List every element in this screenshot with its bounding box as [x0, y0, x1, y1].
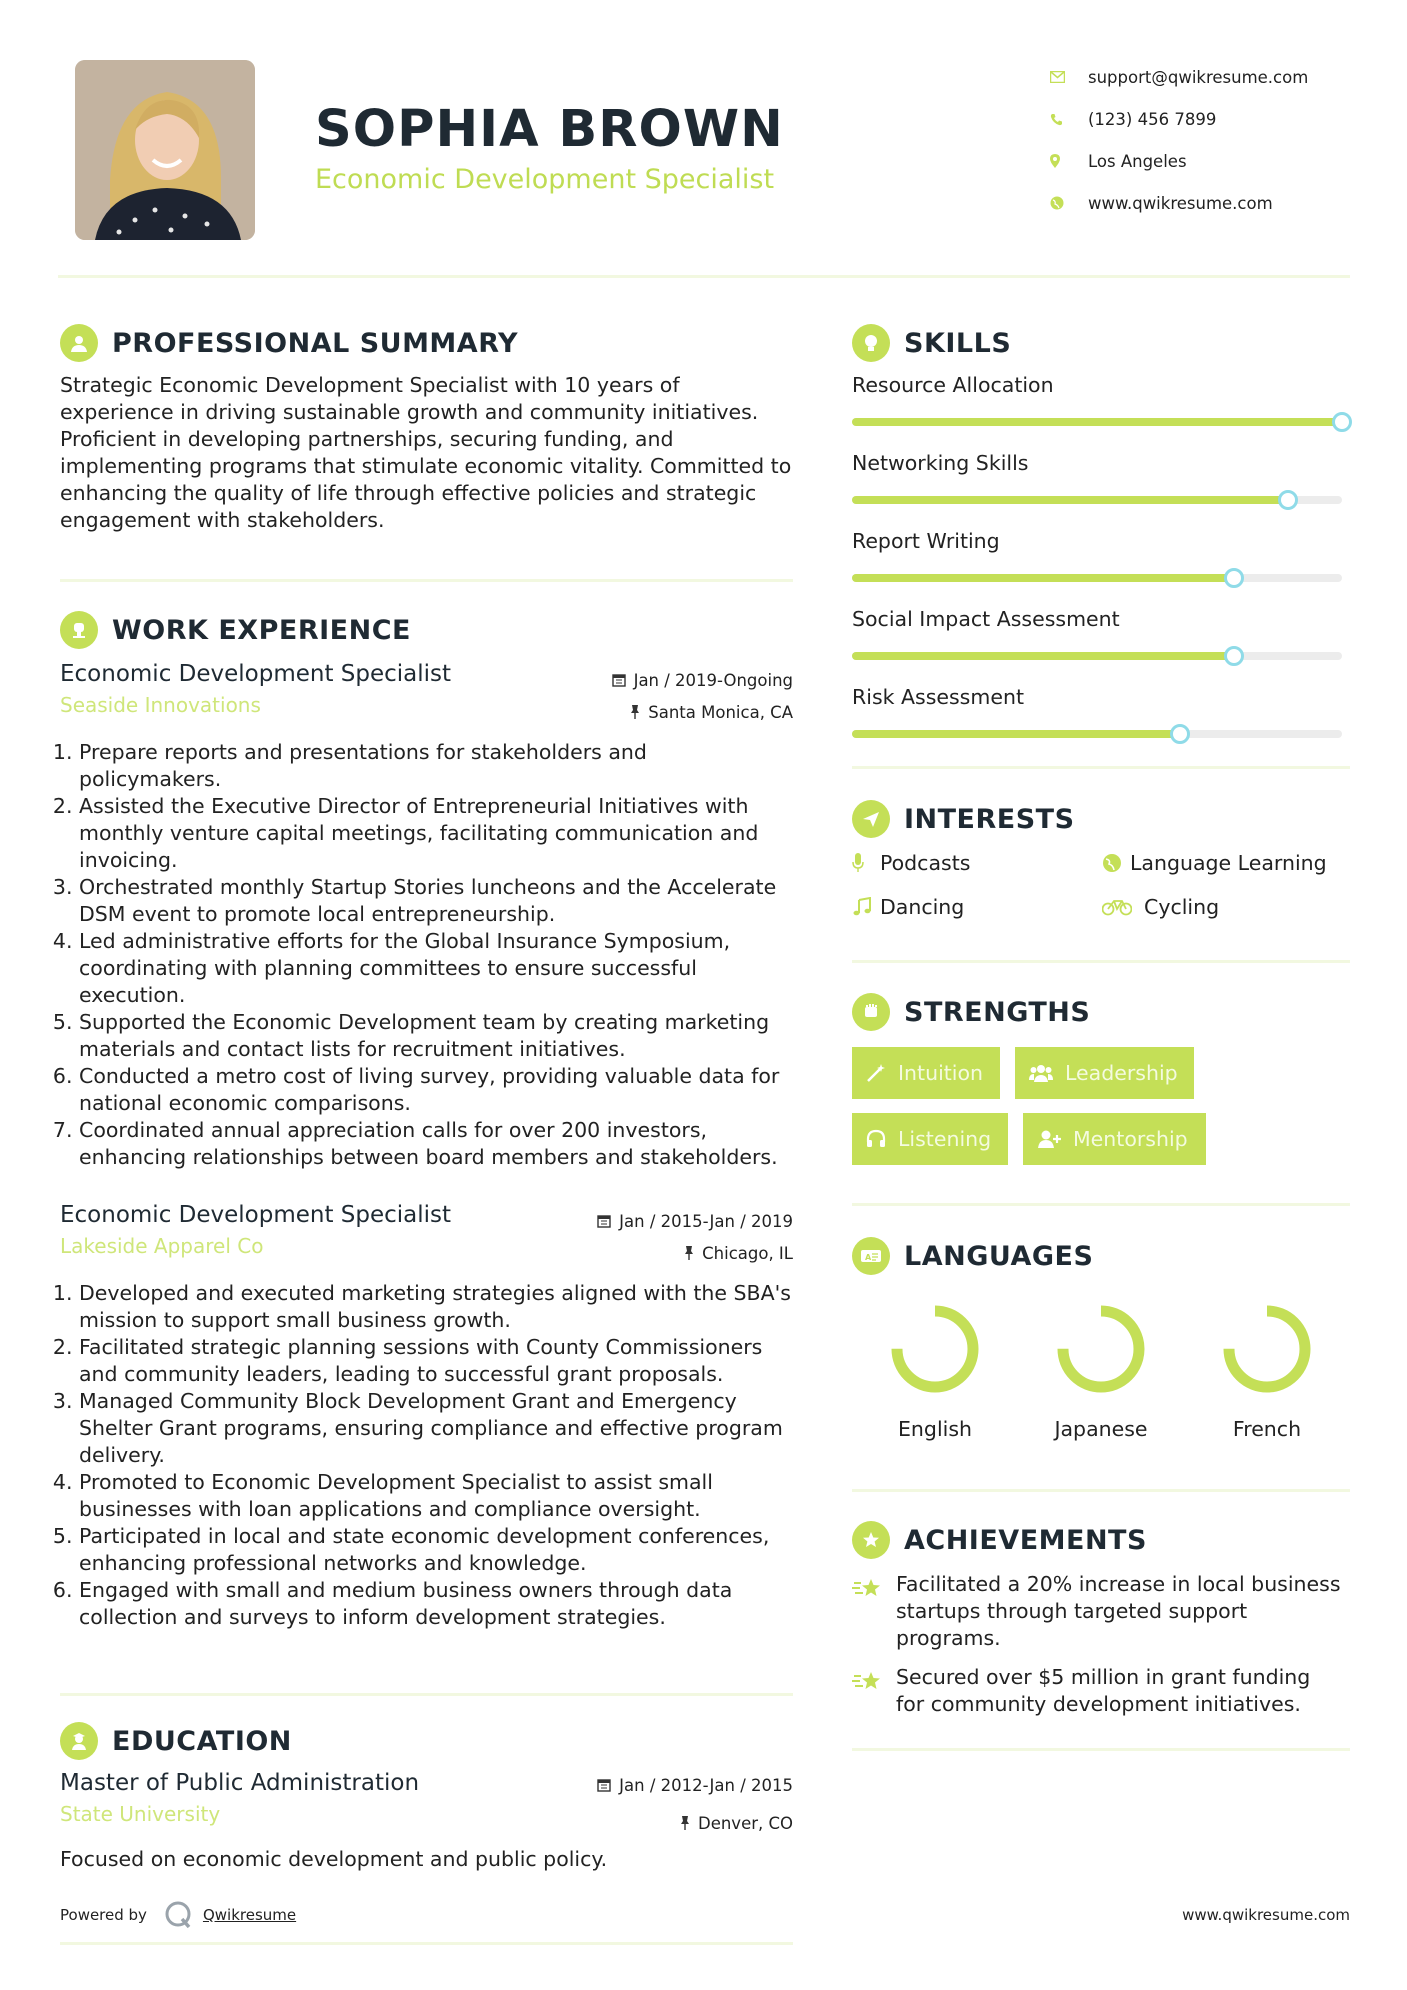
- section-divider: [852, 1489, 1350, 1492]
- skill-label: Risk Assessment: [852, 685, 1024, 709]
- duty-item: 4. Promoted to Economic Development Specialist to assist small businesses with loan applications and compliance oversight.: [79, 1469, 793, 1523]
- duty-item: 2. Facilitated strategic planning sessions with County Commissioners and community leaders, leading to successful grant proposals.: [79, 1334, 793, 1388]
- strengths-list: [852, 1047, 1350, 1165]
- skill-item: [852, 684, 1350, 738]
- contact-website[interactable]: www.qwikresume.com: [1050, 182, 1308, 224]
- achievements-heading: ACHIEVEMENTS: [852, 1517, 1350, 1563]
- user-icon: [60, 324, 98, 362]
- duty-item: 6. Engaged with small and medium business owners through data collection and surveys to inform development strategies.: [79, 1577, 793, 1631]
- briefcase-icon: [60, 611, 98, 649]
- education-heading: EDUCATION: [60, 1718, 793, 1764]
- job-duties: [60, 739, 793, 1171]
- languages-heading: A LANGUAGES: [852, 1233, 1350, 1279]
- shooting-star-icon: [852, 1571, 896, 1605]
- duty-item: 3. Managed Community Block Development Grant and Emergency Shelter Grant programs, ensuring compliance and effective program delivery.: [79, 1388, 793, 1469]
- duty-item: 7. Coordinated annual appreciation calls for over 200 investors, enhancing relationships between board members and stakeholders.: [79, 1117, 793, 1171]
- paper-plane-icon: [852, 800, 890, 838]
- group-icon: [1029, 1063, 1053, 1083]
- powered-by: Powered by Qwikresume: [60, 1898, 296, 1932]
- duty-item: 5. Supported the Economic Development team by creating marketing materials and contact lists for recruitment initiatives.: [79, 1009, 793, 1063]
- skill-item: [852, 606, 1350, 660]
- user-plus-icon: [1037, 1129, 1061, 1149]
- language-ring: [1055, 1303, 1147, 1395]
- right-column: [852, 320, 1350, 1751]
- interest-item: Cycling: [1102, 892, 1352, 922]
- interest-item: Language Learning: [1102, 848, 1352, 878]
- section-divider: [852, 1748, 1350, 1751]
- strengths-heading: STRENGTHS: [852, 989, 1350, 1035]
- language-ring: [889, 1303, 981, 1395]
- skill-bar-knob: [1224, 646, 1244, 666]
- section-divider: [852, 766, 1350, 769]
- calendar-icon: [612, 673, 626, 687]
- duty-item: 3. Orchestrated monthly Startup Stories luncheons and the Accelerate DSM event to promote local entrepreneurship.: [79, 874, 793, 928]
- svg-text:A: A: [865, 1253, 872, 1262]
- language-label: English: [897, 1417, 973, 1441]
- languages-list: [852, 1303, 1350, 1441]
- headphones-icon: [866, 1129, 886, 1149]
- footer-website[interactable]: www.qwikresume.com: [1182, 1906, 1350, 1924]
- music-note-icon: [852, 897, 880, 917]
- section-divider: [60, 1693, 793, 1696]
- achievements-list: [852, 1571, 1350, 1718]
- achievement-item: Secured over $5 million in grant funding for community development initiatives.: [852, 1664, 1350, 1718]
- profile-photo-image: [75, 60, 255, 240]
- pushpin-icon: [680, 1816, 690, 1830]
- job-meta: Jan / 2015-Jan / 2019 Chicago, IL: [597, 1202, 793, 1266]
- skill-bar-knob: [1278, 490, 1298, 510]
- company-name: Seaside Innovations: [60, 693, 261, 717]
- section-divider: [60, 579, 793, 582]
- section-divider: [852, 960, 1350, 963]
- language-item: [852, 1303, 1018, 1441]
- calendar-icon: [597, 1778, 611, 1792]
- skill-bar: [852, 496, 1342, 504]
- contact-phone[interactable]: (123) 456 7899: [1050, 98, 1308, 140]
- language-icon: [852, 1237, 890, 1275]
- skills-heading: SKILLS: [852, 320, 1350, 366]
- skill-bar-knob: [1332, 412, 1352, 432]
- language-label: French: [1232, 1417, 1302, 1441]
- footer-divider: [60, 1942, 793, 1945]
- education-description: Focused on economic development and public policy.: [60, 1847, 608, 1871]
- duty-item: 4. Led administrative efforts for the Global Insurance Symposium, coordinating with planning committees to ensure successful execution.: [79, 928, 793, 1009]
- candidate-title: Economic Development Specialist: [315, 164, 775, 195]
- skill-label: Networking Skills: [852, 451, 1029, 475]
- fist-icon: [852, 993, 890, 1031]
- skill-label: Resource Allocation: [852, 373, 1054, 397]
- skill-bar: [852, 418, 1342, 426]
- globe-icon: [1050, 196, 1088, 210]
- qwikresume-logo-icon: [161, 1898, 195, 1932]
- job-entry: [60, 1202, 793, 1631]
- skill-bar: [852, 730, 1342, 738]
- strength-chip: Listening: [852, 1113, 1008, 1165]
- job-duties: [60, 1280, 793, 1631]
- skill-bar-fill: [852, 496, 1288, 504]
- qwikresume-link[interactable]: Qwikresume: [202, 1906, 297, 1924]
- skill-bar-fill: [852, 730, 1180, 738]
- duty-item: 6. Conducted a metro cost of living survey, providing valuable data for national economic comparisons.: [79, 1063, 793, 1117]
- pushpin-icon: [630, 705, 640, 719]
- skills-list: [852, 372, 1350, 738]
- pushpin-icon: [684, 1246, 694, 1260]
- skill-label: Social Impact Assessment: [852, 607, 1120, 631]
- duty-item: 1. Prepare reports and presentations for stakeholders and policymakers.: [79, 739, 793, 793]
- lightbulb-icon: [852, 324, 890, 362]
- skill-item: [852, 450, 1350, 504]
- microphone-icon: [852, 853, 880, 873]
- duty-item: 5. Participated in local and state economic development conferences, enhancing professional networks and knowledge.: [79, 1523, 793, 1577]
- education-meta: Jan / 2012-Jan / 2015 Denver, CO: [597, 1770, 793, 1836]
- skill-bar-fill: [852, 574, 1234, 582]
- star-badge-icon: [852, 1521, 890, 1559]
- map-pin-icon: [1050, 154, 1088, 168]
- calendar-icon: [597, 1214, 611, 1228]
- interests-heading: INTERESTS: [852, 796, 1350, 842]
- language-item: [1018, 1303, 1184, 1441]
- summary-text: Strategic Economic Development Specialist with 10 years of experience in driving sustainable growth and community initiatives. Proficient in developing partnerships, securing funding, and implementing programs that stimulate economic vitality. Committed to enhancing the quality of life through effective policies and strategic engagement with stakeholders.: [60, 373, 792, 532]
- bicycle-icon: [1102, 898, 1144, 916]
- interests-list: [852, 848, 1350, 922]
- skill-bar-knob: [1224, 568, 1244, 588]
- skill-bar: [852, 574, 1342, 582]
- contact-location: Los Angeles: [1050, 140, 1308, 182]
- section-divider: [852, 1203, 1350, 1206]
- school-name: State University: [60, 1802, 221, 1826]
- work-heading: WORK EXPERIENCE: [60, 607, 793, 653]
- shooting-star-icon: [852, 1664, 896, 1698]
- achievement-item: Facilitated a 20% increase in local business startups through targeted support programs.: [852, 1571, 1350, 1652]
- language-ring: [1221, 1303, 1313, 1395]
- contact-email[interactable]: support@qwikresume.com: [1050, 56, 1308, 98]
- strength-chip: Leadership: [1015, 1047, 1194, 1099]
- language-item: [1184, 1303, 1350, 1441]
- education-entry: [60, 1770, 793, 1873]
- candidate-name: SOPHIA BROWN: [315, 100, 784, 159]
- left-column: [60, 320, 793, 1873]
- skill-bar-knob: [1170, 724, 1190, 744]
- language-label: Japanese: [1054, 1417, 1148, 1441]
- phone-icon: [1050, 113, 1088, 126]
- strength-chip: Mentorship: [1023, 1113, 1206, 1165]
- job-title: Economic Development Specialist: [60, 1202, 452, 1228]
- summary-heading: PROFESSIONAL SUMMARY: [60, 320, 793, 366]
- duty-item: 2. Assisted the Executive Director of Entrepreneurial Initiatives with monthly venture capital meetings, facilitating communication and invoicing.: [79, 793, 793, 874]
- magic-wand-icon: [866, 1063, 886, 1083]
- skill-bar-fill: [852, 652, 1234, 660]
- duty-item: 1. Developed and executed marketing strategies aligned with the SBA's mission to support small business growth.: [79, 1280, 793, 1334]
- interest-item: Podcasts: [852, 848, 1102, 878]
- skill-bar: [852, 652, 1342, 660]
- skill-label: Report Writing: [852, 529, 1000, 553]
- degree-name: Master of Public Administration: [60, 1770, 420, 1796]
- profile-photo: [75, 60, 255, 240]
- envelope-icon: [1050, 71, 1088, 83]
- job-title: Economic Development Specialist: [60, 661, 452, 687]
- globe-icon: [1102, 853, 1130, 873]
- interest-item: Dancing: [852, 892, 1102, 922]
- skill-bar-fill: [852, 418, 1342, 426]
- skill-item: [852, 528, 1350, 582]
- strength-chip: Intuition: [852, 1047, 1000, 1099]
- skill-item: [852, 372, 1350, 426]
- job-entry: [60, 661, 793, 1171]
- company-name: Lakeside Apparel Co: [60, 1234, 264, 1258]
- job-meta: Jan / 2019-Ongoing Santa Monica, CA: [612, 661, 793, 725]
- contact-list: [1050, 56, 1308, 224]
- header-divider: [58, 275, 1350, 278]
- graduation-icon: [60, 1722, 98, 1760]
